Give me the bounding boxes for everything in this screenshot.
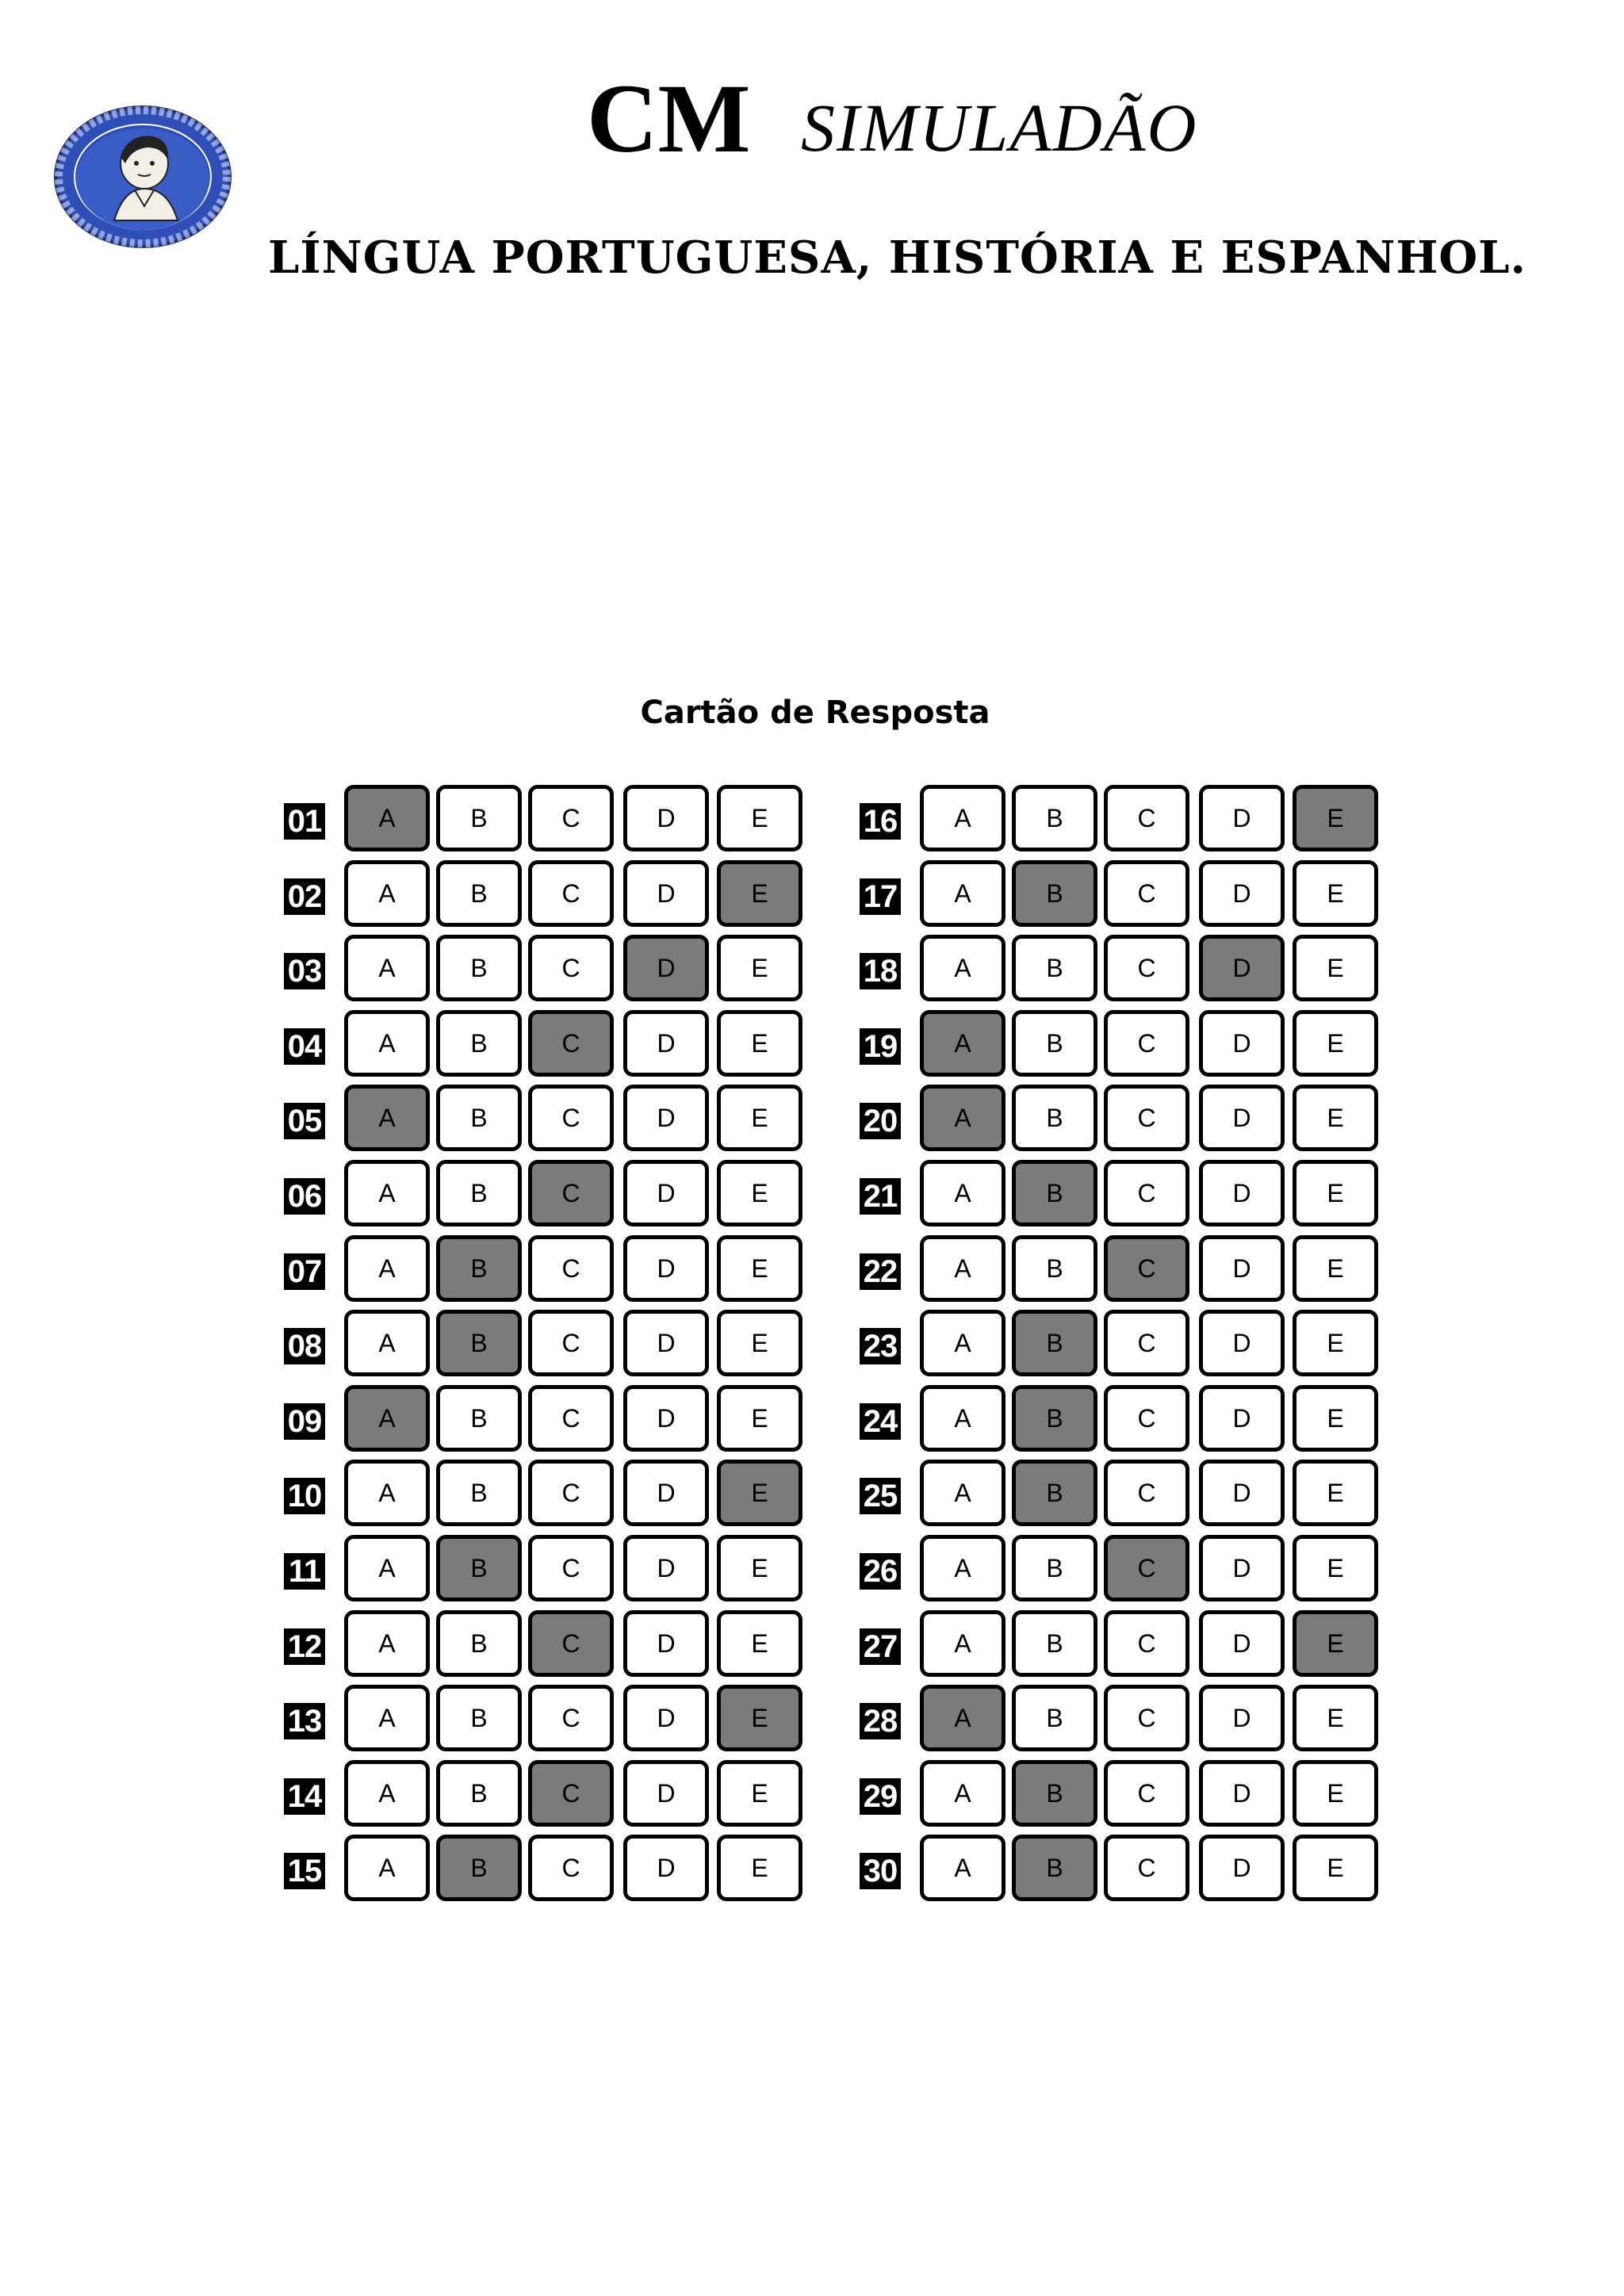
option-bubble-e[interactable]: E	[717, 1535, 802, 1601]
option-bubble-d[interactable]: D	[623, 1235, 709, 1302]
option-bubble-c[interactable]: C	[1104, 1760, 1189, 1827]
answer-row	[860, 1235, 1383, 1299]
option-bubble-a[interactable]: A	[344, 1610, 430, 1677]
option-bubble-a[interactable]: A	[344, 1085, 430, 1151]
option-bubble-d[interactable]: D	[1199, 1310, 1285, 1376]
option-bubble-d[interactable]: D	[623, 1310, 709, 1376]
option-bubble-c[interactable]: C	[1104, 1085, 1189, 1151]
question-number: 01	[284, 803, 325, 840]
option-bubble-b[interactable]: B	[436, 785, 522, 851]
option-bubble-d[interactable]: D	[623, 1010, 709, 1077]
option-bubble-a[interactable]: A	[344, 1460, 430, 1526]
option-bubble-a[interactable]: A	[344, 785, 430, 851]
option-bubble-d[interactable]: D	[1199, 1685, 1285, 1751]
answer-row	[284, 1610, 807, 1674]
answer-row	[284, 1685, 807, 1748]
option-bubble-d[interactable]: D	[1199, 1235, 1285, 1302]
question-number: 27	[860, 1628, 901, 1665]
option-bubble-e[interactable]: E	[1293, 860, 1378, 927]
option-bubble-e[interactable]: E	[1293, 935, 1378, 1001]
question-number: 07	[284, 1253, 325, 1290]
option-bubble-e[interactable]: E	[717, 1610, 802, 1677]
option-bubble-e[interactable]: E	[1293, 1835, 1378, 1901]
option-bubble-e[interactable]: E	[717, 1010, 802, 1077]
answer-row	[284, 1160, 807, 1223]
option-bubble-b[interactable]: B	[1012, 1760, 1097, 1827]
question-number: 18	[860, 953, 901, 989]
option-bubble-c[interactable]: C	[528, 1310, 614, 1376]
option-bubble-b[interactable]: B	[1012, 785, 1097, 851]
option-bubble-d[interactable]: D	[623, 1385, 709, 1452]
question-number: 28	[860, 1703, 901, 1739]
answer-row	[284, 1235, 807, 1299]
option-bubble-e[interactable]: E	[1293, 1460, 1378, 1526]
option-bubble-b[interactable]: B	[436, 860, 522, 927]
option-bubble-a[interactable]: A	[920, 1460, 1005, 1526]
option-bubble-c[interactable]: C	[1104, 1160, 1189, 1226]
option-bubble-b[interactable]: B	[1012, 1160, 1097, 1226]
option-bubble-a[interactable]: A	[920, 785, 1005, 851]
question-number: 22	[860, 1253, 901, 1290]
option-bubble-d[interactable]: D	[623, 785, 709, 851]
option-bubble-a[interactable]: A	[344, 935, 430, 1001]
option-bubble-d[interactable]: D	[623, 1835, 709, 1901]
option-bubble-a[interactable]: A	[344, 860, 430, 927]
option-bubble-c[interactable]: C	[1104, 1010, 1189, 1077]
option-bubble-a[interactable]: A	[920, 860, 1005, 927]
option-bubble-b[interactable]: B	[1012, 1310, 1097, 1376]
option-bubble-c[interactable]: C	[1104, 785, 1189, 851]
option-bubble-e[interactable]: E	[1293, 1760, 1378, 1827]
option-bubble-c[interactable]: C	[1104, 935, 1189, 1001]
question-number: 14	[284, 1778, 325, 1815]
option-bubble-e[interactable]: E	[717, 1310, 802, 1376]
option-bubble-c[interactable]: C	[528, 1835, 614, 1901]
option-bubble-b[interactable]: B	[1012, 935, 1097, 1001]
option-bubble-c[interactable]: C	[1104, 1685, 1189, 1751]
option-bubble-e[interactable]: E	[717, 1160, 802, 1226]
exam-simulado-title: SIMULADÃO	[801, 90, 1198, 166]
option-bubble-c[interactable]: C	[1104, 860, 1189, 927]
option-bubble-e[interactable]: E	[717, 785, 802, 851]
option-bubble-b[interactable]: B	[1012, 1235, 1097, 1302]
option-bubble-d[interactable]: D	[1199, 1460, 1285, 1526]
option-bubble-d[interactable]: D	[623, 1535, 709, 1601]
option-bubble-d[interactable]: D	[623, 1610, 709, 1677]
option-bubble-b[interactable]: B	[436, 1310, 522, 1376]
option-bubble-c[interactable]: C	[528, 1610, 614, 1677]
option-bubble-c[interactable]: C	[1104, 1535, 1189, 1601]
answer-row	[284, 1835, 807, 1898]
option-bubble-e[interactable]: E	[1293, 1160, 1378, 1226]
option-bubble-b[interactable]: B	[436, 1010, 522, 1077]
option-bubble-a[interactable]: A	[920, 1535, 1005, 1601]
question-number: 17	[860, 878, 901, 915]
option-bubble-a[interactable]: A	[920, 1160, 1005, 1226]
option-bubble-e[interactable]: E	[1293, 1010, 1378, 1077]
question-number: 08	[284, 1328, 325, 1364]
answer-row	[860, 1385, 1383, 1448]
option-bubble-c[interactable]: C	[528, 1010, 614, 1077]
option-bubble-a[interactable]: A	[920, 1610, 1005, 1677]
option-bubble-b[interactable]: B	[436, 1835, 522, 1901]
school-seal-logo	[52, 101, 233, 252]
option-bubble-c[interactable]: C	[528, 1385, 614, 1452]
option-bubble-d[interactable]: D	[1199, 1160, 1285, 1226]
question-number: 06	[284, 1178, 325, 1215]
option-bubble-b[interactable]: B	[1012, 1610, 1097, 1677]
option-bubble-d[interactable]: D	[623, 935, 709, 1001]
answer-row	[284, 1760, 807, 1823]
question-number: 12	[284, 1628, 325, 1665]
answer-row	[860, 1460, 1383, 1523]
option-bubble-d[interactable]: D	[623, 860, 709, 927]
option-bubble-d[interactable]: D	[1199, 860, 1285, 927]
answer-row	[284, 860, 807, 924]
option-bubble-e[interactable]: E	[1293, 1535, 1378, 1601]
option-bubble-a[interactable]: A	[920, 1685, 1005, 1751]
option-bubble-e[interactable]: E	[717, 1685, 802, 1751]
option-bubble-e[interactable]: E	[1293, 1310, 1378, 1376]
option-bubble-e[interactable]: E	[1293, 1235, 1378, 1302]
question-number: 21	[860, 1178, 901, 1215]
exam-subjects: LÍNGUA PORTUGUESA, HISTÓRIA E ESPANHOL.	[267, 232, 1527, 284]
option-bubble-d[interactable]: D	[1199, 1085, 1285, 1151]
option-bubble-e[interactable]: E	[717, 1385, 802, 1452]
option-bubble-c[interactable]: C	[528, 1235, 614, 1302]
question-number: 25	[860, 1478, 901, 1514]
option-bubble-d[interactable]: D	[1199, 1010, 1285, 1077]
answer-row	[860, 1685, 1383, 1748]
answer-row	[284, 935, 807, 998]
option-bubble-a[interactable]: A	[344, 1760, 430, 1827]
option-bubble-d[interactable]: D	[1199, 1535, 1285, 1601]
answer-row	[860, 1610, 1383, 1674]
option-bubble-b[interactable]: B	[1012, 1835, 1097, 1901]
answer-row	[860, 785, 1383, 848]
option-bubble-a[interactable]: A	[920, 1760, 1005, 1827]
option-bubble-b[interactable]: B	[1012, 1085, 1097, 1151]
option-bubble-b[interactable]: B	[436, 1235, 522, 1302]
option-bubble-c[interactable]: C	[528, 1085, 614, 1151]
option-bubble-b[interactable]: B	[1012, 860, 1097, 927]
option-bubble-a[interactable]: A	[920, 1385, 1005, 1452]
option-bubble-d[interactable]: D	[623, 1460, 709, 1526]
question-number: 13	[284, 1703, 325, 1739]
option-bubble-e[interactable]: E	[1293, 1610, 1378, 1677]
question-number: 09	[284, 1403, 325, 1440]
option-bubble-e[interactable]: E	[717, 1460, 802, 1526]
option-bubble-c[interactable]: C	[1104, 1310, 1189, 1376]
answer-row	[284, 785, 807, 848]
option-bubble-d[interactable]: D	[623, 1685, 709, 1751]
option-bubble-e[interactable]: E	[717, 935, 802, 1001]
answer-row	[284, 1010, 807, 1073]
option-bubble-b[interactable]: B	[436, 1535, 522, 1601]
option-bubble-a[interactable]: A	[344, 1010, 430, 1077]
option-bubble-b[interactable]: B	[436, 1385, 522, 1452]
question-number: 11	[284, 1553, 325, 1590]
option-bubble-d[interactable]: D	[1199, 1835, 1285, 1901]
option-bubble-a[interactable]: A	[344, 1160, 430, 1226]
option-bubble-a[interactable]: A	[344, 1835, 430, 1901]
option-bubble-a[interactable]: A	[920, 1235, 1005, 1302]
option-bubble-e[interactable]: E	[1293, 1685, 1378, 1751]
option-bubble-c[interactable]: C	[528, 785, 614, 851]
answer-card-title: Cartão de Resposta	[640, 695, 990, 731]
option-bubble-e[interactable]: E	[717, 1835, 802, 1901]
option-bubble-e[interactable]: E	[717, 860, 802, 927]
answer-row	[284, 1310, 807, 1373]
option-bubble-d[interactable]: D	[1199, 1760, 1285, 1827]
question-number: 24	[860, 1403, 901, 1440]
option-bubble-b[interactable]: B	[436, 1460, 522, 1526]
option-bubble-b[interactable]: B	[436, 1610, 522, 1677]
option-bubble-a[interactable]: A	[920, 1010, 1005, 1077]
option-bubble-d[interactable]: D	[623, 1760, 709, 1827]
option-bubble-a[interactable]: A	[344, 1385, 430, 1452]
option-bubble-c[interactable]: C	[1104, 1610, 1189, 1677]
option-bubble-e[interactable]: E	[1293, 785, 1378, 851]
option-bubble-c[interactable]: C	[528, 1535, 614, 1601]
option-bubble-e[interactable]: E	[717, 1085, 802, 1151]
answer-row	[860, 1535, 1383, 1598]
option-bubble-a[interactable]: A	[344, 1685, 430, 1751]
option-bubble-c[interactable]: C	[528, 1760, 614, 1827]
answer-row	[284, 1460, 807, 1523]
option-bubble-c[interactable]: C	[528, 860, 614, 927]
option-bubble-d[interactable]: D	[1199, 935, 1285, 1001]
option-bubble-d[interactable]: D	[1199, 1385, 1285, 1452]
option-bubble-c[interactable]: C	[528, 1460, 614, 1526]
option-bubble-b[interactable]: B	[436, 1160, 522, 1226]
option-bubble-e[interactable]: E	[1293, 1385, 1378, 1452]
option-bubble-e[interactable]: E	[717, 1235, 802, 1302]
question-number: 10	[284, 1478, 325, 1514]
option-bubble-c[interactable]: C	[1104, 1385, 1189, 1452]
option-bubble-e[interactable]: E	[1293, 1085, 1378, 1151]
answer-row	[860, 860, 1383, 924]
option-bubble-a[interactable]: A	[344, 1235, 430, 1302]
option-bubble-c[interactable]: C	[1104, 1235, 1189, 1302]
question-number: 04	[284, 1028, 325, 1065]
question-number: 19	[860, 1028, 901, 1065]
question-number: 29	[860, 1778, 901, 1815]
option-bubble-a[interactable]: A	[344, 1535, 430, 1601]
option-bubble-b[interactable]: B	[1012, 1685, 1097, 1751]
option-bubble-c[interactable]: C	[528, 1160, 614, 1226]
option-bubble-b[interactable]: B	[436, 1760, 522, 1827]
answer-row	[860, 1310, 1383, 1373]
option-bubble-a[interactable]: A	[920, 935, 1005, 1001]
option-bubble-b[interactable]: B	[436, 1085, 522, 1151]
question-number: 15	[284, 1853, 325, 1889]
option-bubble-b[interactable]: B	[1012, 1010, 1097, 1077]
answer-row	[860, 1760, 1383, 1823]
option-bubble-c[interactable]: C	[528, 1685, 614, 1751]
answer-row	[860, 1085, 1383, 1148]
question-number: 20	[860, 1103, 901, 1139]
option-bubble-c[interactable]: C	[1104, 1460, 1189, 1526]
answer-row	[284, 1535, 807, 1598]
option-bubble-a[interactable]: A	[920, 1835, 1005, 1901]
answer-row	[860, 935, 1383, 998]
option-bubble-d[interactable]: D	[623, 1160, 709, 1226]
answer-row	[284, 1085, 807, 1148]
question-number: 02	[284, 878, 325, 915]
answer-row	[860, 1160, 1383, 1223]
option-bubble-e[interactable]: E	[717, 1760, 802, 1827]
answer-row	[860, 1835, 1383, 1898]
option-bubble-d[interactable]: D	[623, 1085, 709, 1151]
option-bubble-c[interactable]: C	[1104, 1835, 1189, 1901]
option-bubble-d[interactable]: D	[1199, 1610, 1285, 1677]
question-number: 23	[860, 1328, 901, 1364]
question-number: 05	[284, 1103, 325, 1139]
option-bubble-a[interactable]: A	[920, 1085, 1005, 1151]
option-bubble-b[interactable]: B	[436, 935, 522, 1001]
option-bubble-b[interactable]: B	[1012, 1535, 1097, 1601]
option-bubble-b[interactable]: B	[1012, 1385, 1097, 1452]
option-bubble-c[interactable]: C	[528, 935, 614, 1001]
question-number: 16	[860, 803, 901, 840]
option-bubble-d[interactable]: D	[1199, 785, 1285, 851]
exam-cm-title: CM	[587, 64, 751, 173]
option-bubble-a[interactable]: A	[920, 1310, 1005, 1376]
question-number: 26	[860, 1553, 901, 1590]
option-bubble-a[interactable]: A	[344, 1310, 430, 1376]
option-bubble-b[interactable]: B	[1012, 1460, 1097, 1526]
option-bubble-b[interactable]: B	[436, 1685, 522, 1751]
answer-row	[860, 1010, 1383, 1073]
question-number: 03	[284, 953, 325, 989]
answer-row	[284, 1385, 807, 1448]
question-number: 30	[860, 1853, 901, 1889]
